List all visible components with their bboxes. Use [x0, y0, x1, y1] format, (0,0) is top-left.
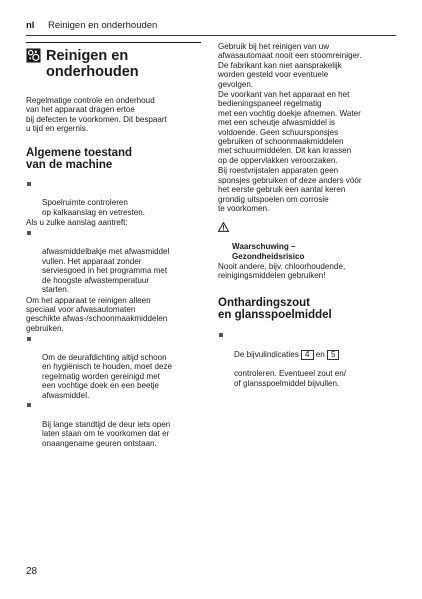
section-heading-salt: Onthardingszout en glansspoelmiddel [218, 296, 332, 322]
warning-title [218, 223, 398, 261]
list-item [26, 401, 201, 448]
list-item-text: Om de deurafdichting altijd schoon en hygiënisch te houden, moet deze regelmatig worden gereinigd met een vochtige doek en een beetje afwasmiddel. [42, 352, 173, 400]
refill-text-and: en [315, 349, 325, 359]
paragraph: Om het apparaat te reinigen alleen speciaal voor afwasautomaten geschikte afwas-/schoonmaakmiddelen gebruiken. [26, 295, 168, 333]
warning-icon [218, 222, 229, 232]
bullet-marker [27, 337, 31, 341]
list-item-text: controleren. Eventueel zout en/ of glansspoelmiddel bijvullen. [234, 369, 347, 388]
bullet-marker [219, 333, 223, 337]
list-item-text-line1 [234, 350, 339, 359]
list-item-text: afwasmiddelbakje met afwasmiddel vullen. Het apparaat zonder serviesgoed in het programma met de hoogste afwastemperatuur starten. [42, 247, 170, 295]
list-item [26, 229, 201, 295]
warning-text: Nooit andere, bijv. chloorhoudende, reinigingsmiddelen gebruiken! [218, 261, 346, 281]
paragraph: Als u zulke aanslag aantreft: [26, 218, 128, 228]
paragraph: Gebruik bij het reinigen van uw afwasautomaat nooit een stoomreiniger. De fabrikant kan niet aansprakelijk worden gesteld voor eventuele gevolgen. [218, 42, 362, 89]
cleaning-icon [26, 48, 41, 63]
main-heading [26, 42, 201, 90]
language-code: nl [26, 20, 35, 31]
page-number: 28 [26, 566, 38, 577]
paragraph: Bij roestvrijstalen apparaten geen sponsjes gebruiken of deze anders vóór het eerste gebruik een aantal keren grondig uitspoelen om corrosie te voorkomen. [218, 166, 362, 213]
right-column [218, 42, 398, 388]
list-item-text: Spoelruimte controleren op kalkaanslag en vetresten. [42, 198, 146, 217]
paragraph: De voorkant van het apparaat en het bedieningspaneel regelmatig met een vochtig doekje afnemen. Water met een scheutje afwasmiddel is voldoende. Geen schuursponsjes gebruiken of schoonmaakmiddelen met schuurmiddelen. Dit kan krassen op de oppervlakken veroorzaken. [218, 90, 361, 165]
list-item [26, 180, 201, 218]
list-item-text: Bij lange standtijd de deur iets open laten staan om te voorkomen dat er onaangename geuren ontstaan. [42, 419, 171, 448]
page-header [26, 20, 158, 31]
page-title: Reinigen en onderhouden [46, 48, 139, 80]
indicator-key-5: 5 [327, 350, 339, 361]
section-heading-general: Algemene toestand van de machine [26, 146, 133, 172]
bullet-marker [27, 231, 31, 235]
refill-text: De bijvulindicaties [234, 349, 299, 359]
bullet-marker [27, 182, 31, 186]
header-divider [26, 35, 396, 36]
warning-title-text: Waarschuwing – Gezondheidsrisico [232, 242, 305, 261]
list-item [26, 334, 201, 400]
intro-text: Regelmatige controle en onderhoud van het apparaat dragen ertoe bij defecten te voorkomen. Dit bespaart u tijd en ergernis. [26, 96, 167, 134]
left-column [26, 42, 201, 448]
list-item [218, 331, 398, 389]
bullet-marker [27, 403, 31, 407]
indicator-key-4: 4 [301, 350, 313, 361]
section-name: Reinigen en onderhouden [48, 20, 158, 31]
